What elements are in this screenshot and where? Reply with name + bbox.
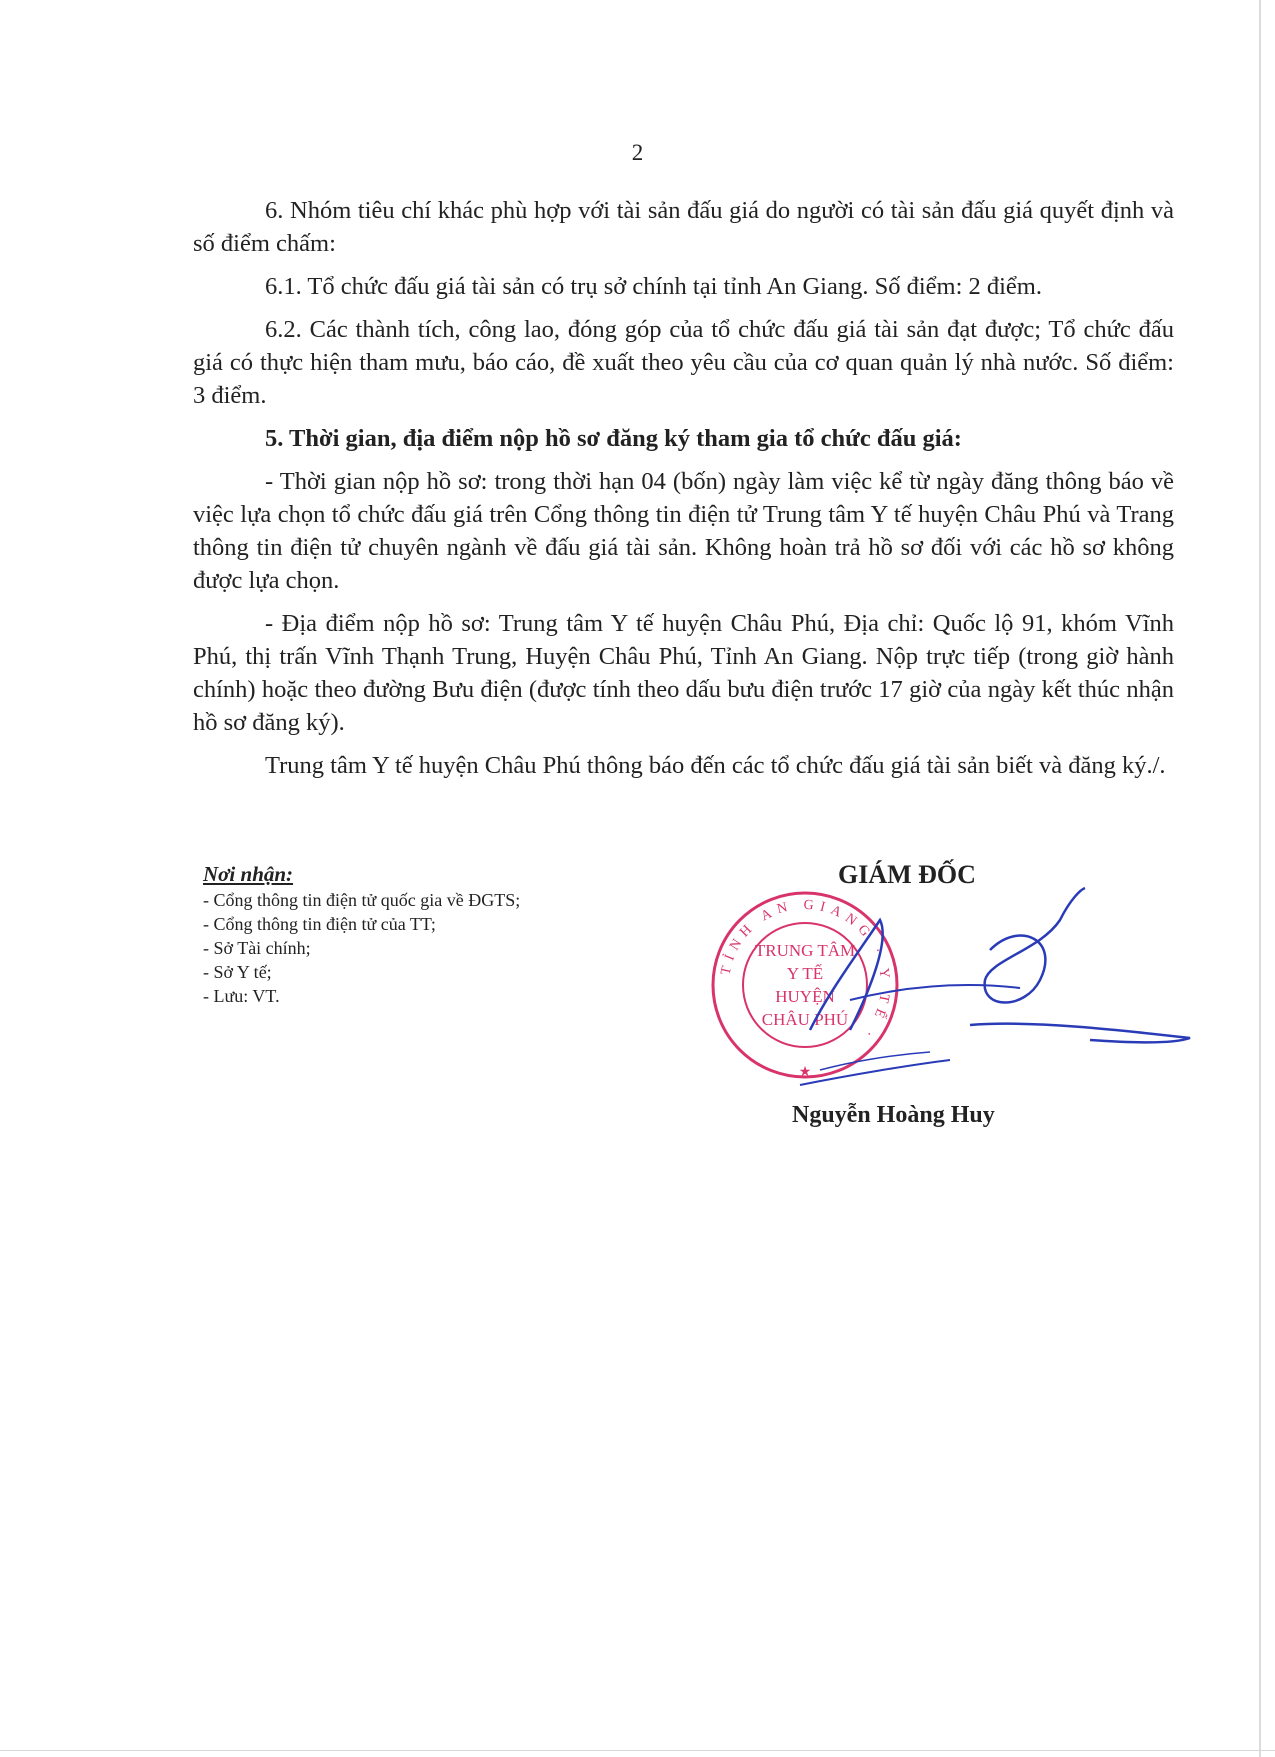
scan-margin-line [1259, 0, 1261, 1757]
paragraph-closing: Trung tâm Y tế huyện Châu Phú thông báo đến các tổ chức đấu giá tài sản biết và đăng ký./. [265, 752, 1166, 779]
recipient-item: - Cổng thông tin điện tử quốc gia về ĐGTS; [203, 890, 521, 910]
signer-name: Nguyễn Hoàng Huy [792, 1102, 995, 1128]
recipient-item: - Cổng thông tin điện tử của TT; [203, 914, 436, 934]
recipient-item: - Sở Y tế; [203, 962, 272, 982]
stamp-line: Y TẾ [786, 964, 824, 983]
document-body [193, 194, 1174, 792]
paragraph-submission-place: - Địa điểm nộp hồ sơ: Trung tâm Y tế huyện Châu Phú, Địa chỉ: Quốc lộ 91, khóm Vĩnh Phú, thị trấn Vĩnh Thạnh Trung, Huyện Châu Phú, Tỉnh An Giang. Nộp trực tiếp (trong giờ hành chính) hoặc theo đường Bưu điện (được tính theo dấu bưu điện trước 17 giờ của ngày kết thúc nhận hồ sơ đăng ký). [193, 610, 1174, 736]
paragraph-criteria-6-2: 6.2. Các thành tích, công lao, đóng góp của tổ chức đấu giá tài sản đạt được; Tổ chức đấu giá có thực hiện tham mưu, báo cáo, đề xuất theo yêu cầu của cơ quan quản lý nhà nước. Số điểm: 3 điểm. [193, 316, 1174, 409]
paragraph-criteria-6: 6. Nhóm tiêu chí khác phù hợp với tài sản đấu giá do người có tài sản đấu giá quyết định và số điểm chấm: [193, 197, 1174, 257]
paragraph-submission-time: - Thời gian nộp hồ sơ: trong thời hạn 04 (bốn) ngày làm việc kể từ ngày đăng thông báo về việc lựa chọn tổ chức đấu giá trên Cổng thông tin điện tử Trung tâm Y tế huyện Châu Phú và Trang thông tin điện tử chuyên ngành về đấu giá tài sản. Không hoàn trả hồ sơ đối với các hồ sơ không được lựa chọn. [193, 468, 1174, 594]
recipients-title: Nơi nhận: [203, 862, 294, 886]
scan-bottom-line [0, 1750, 1275, 1751]
stamp-line: TRUNG TÂM [754, 941, 856, 960]
recipient-item: - Lưu: VT. [203, 986, 280, 1006]
stamp-line: HUYỆN [775, 987, 835, 1006]
recipients-block [203, 862, 520, 1008]
section-heading-5: 5. Thời gian, địa điểm nộp hồ sơ đăng ký tham gia tổ chức đấu giá: [265, 425, 962, 452]
recipient-item: - Sở Tài chính; [203, 938, 311, 958]
stamp-line: CHÂU PHÚ [761, 1010, 849, 1029]
signer-title: GIÁM ĐỐC [838, 860, 976, 889]
paragraph-criteria-6-1: 6.1. Tổ chức đấu giá tài sản có trụ sở chính tại tỉnh An Giang. Số điểm: 2 điểm. [265, 273, 1042, 300]
signature-block [700, 860, 1200, 1140]
handwritten-signature [790, 880, 1200, 1090]
stamp-star: ★ [798, 1065, 812, 1080]
page-number: 2 [631, 140, 644, 165]
stamp-ring-text: TỈNH AN GIANG · Y TẾ · [718, 897, 893, 1045]
